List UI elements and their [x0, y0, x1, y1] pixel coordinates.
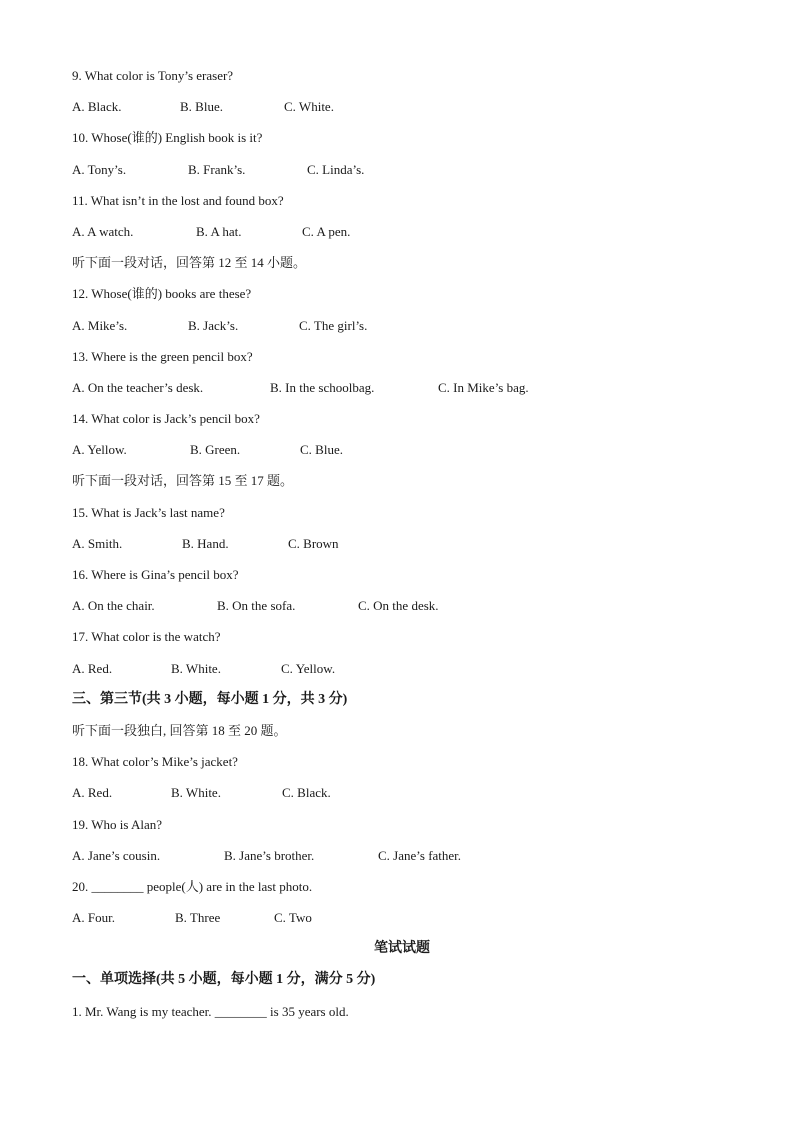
answer-option: C. Linda’s.	[307, 161, 365, 177]
answer-option: B. Frank’s.	[188, 161, 246, 177]
section-heading: 一、单项选择(共 5 小题，每小题 1 分，满分 5 分)	[72, 972, 376, 988]
answer-option: C. In Mike’s bag.	[438, 379, 529, 395]
answer-options	[72, 160, 732, 191]
answer-option: A. Jane’s cousin.	[72, 847, 161, 863]
question-text: 20. ________ people(人) are in the last photo.	[72, 878, 313, 894]
question-text: 听下面一段独白, 回答第 18 至 20 题。	[72, 722, 287, 738]
question-text: 听下面一段对话，回答第 12 至 14 小题。	[72, 255, 307, 271]
answer-options	[72, 659, 732, 690]
answer-options	[72, 596, 732, 627]
answer-option: C. Jane’s father.	[378, 847, 462, 863]
question-text: 13. Where is the green pencil box?	[72, 348, 253, 364]
answer-option: A. On the teacher’s desk.	[72, 379, 204, 395]
question-text: 15. What is Jack’s last name?	[72, 504, 225, 520]
answer-option: B. White.	[171, 785, 221, 801]
answer-options	[72, 534, 732, 565]
question-text: 11. What isn’t in the lost and found box?	[72, 192, 284, 208]
question-text: 听下面一段对话，回答第 15 至 17 题。	[72, 473, 294, 489]
question-text: 10. Whose(谁的) English book is it?	[72, 130, 263, 146]
answer-option: C. Brown	[288, 535, 339, 551]
question-text: 18. What color’s Mike’s jacket?	[72, 754, 238, 770]
answer-option: A. Tony’s.	[72, 161, 127, 177]
answer-option: A. On the chair.	[72, 598, 155, 614]
question-text: 19. Who is Alan?	[72, 816, 163, 832]
answer-option: B. Three	[175, 910, 221, 926]
answer-option: B. White.	[171, 660, 221, 676]
answer-option: A. A watch.	[72, 223, 134, 239]
answer-option: C. A pen.	[302, 223, 351, 239]
answer-option: A. Yellow.	[72, 442, 127, 458]
question-text: 12. Whose(谁的) books are these?	[72, 286, 252, 302]
question-text: 14. What color is Jack’s pencil box?	[72, 411, 260, 427]
answer-option: C. Black.	[282, 785, 331, 801]
answer-options	[72, 97, 732, 128]
answer-option: C. On the desk.	[358, 598, 439, 614]
answer-option: A. Four.	[72, 910, 115, 926]
question-text: 16. Where is Gina’s pencil box?	[72, 567, 239, 582]
section-heading: 三、第三节(共 3 小题，每小题 1 分，共 3 分)	[72, 691, 348, 707]
part-title: 笔试试题	[374, 941, 430, 957]
answer-options	[72, 222, 732, 253]
exam-page	[72, 66, 732, 1033]
answer-option: A. Red.	[72, 785, 113, 801]
answer-options	[72, 846, 732, 877]
answer-options	[72, 316, 732, 347]
answer-option: C. Two	[274, 910, 312, 926]
answer-option: B. In the schoolbag.	[270, 379, 375, 395]
answer-option: C. Blue.	[300, 442, 343, 458]
answer-option: B. Green.	[190, 442, 241, 458]
answer-option: A. Red.	[72, 660, 113, 676]
answer-options	[72, 440, 732, 471]
answer-option: B. On the sofa.	[217, 598, 296, 614]
answer-option: C. The girl’s.	[299, 317, 368, 333]
answer-option: B. A hat.	[196, 223, 242, 239]
answer-option: A. Smith.	[72, 535, 123, 551]
answer-option: B. Hand.	[182, 535, 229, 551]
answer-option: C. Yellow.	[281, 660, 336, 676]
answer-option: C. White.	[284, 99, 334, 115]
answer-option: B. Jack’s.	[188, 317, 239, 333]
answer-option: B. Jane’s brother.	[224, 847, 315, 863]
answer-option: A. Black.	[72, 99, 122, 115]
answer-options	[72, 783, 732, 814]
question-text: 17. What color is the watch?	[72, 629, 221, 645]
question-text: 1. Mr. Wang is my teacher. ________ is 35 years old.	[72, 1003, 349, 1019]
answer-option: A. Mike’s.	[72, 317, 128, 333]
question-text: 9. What color is Tony’s eraser?	[72, 68, 234, 83]
answer-options	[72, 378, 732, 409]
answer-options	[72, 908, 732, 939]
answer-option: B. Blue.	[180, 99, 223, 115]
